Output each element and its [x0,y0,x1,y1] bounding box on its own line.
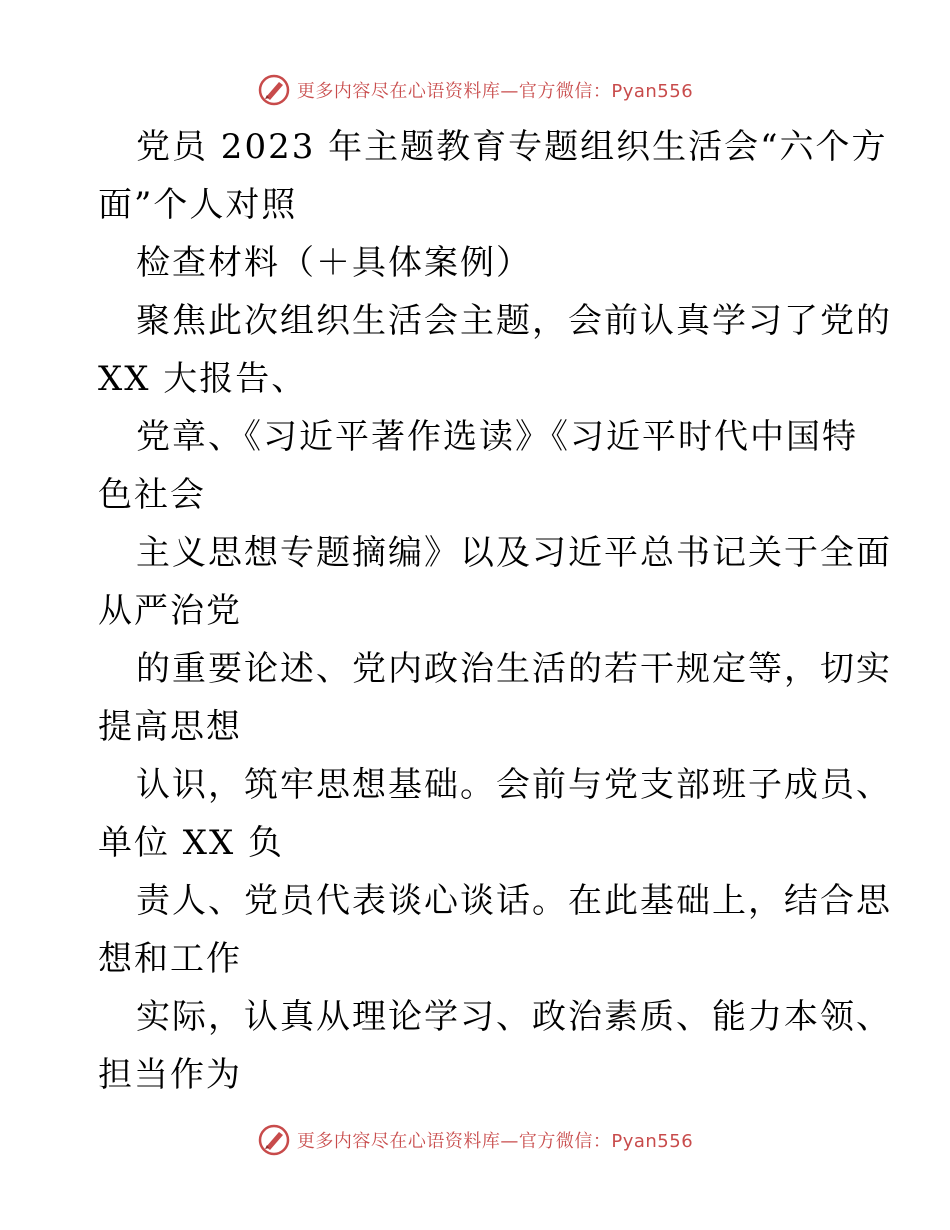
text-line: 责人、党员代表谈心谈话。在此基础上，结合思 [136,881,892,921]
text-line: 实际，认真从理论学习、政治素质、能力本领、 [136,997,892,1037]
banner-wechat-id: Pyan556 [611,81,694,102]
text-line: 的重要论述、党内政治生活的若干规定等，切实 [136,649,892,689]
banner-wechat-label: 官方微信： [518,81,612,102]
text-line: 单位 XX 负 [98,823,285,863]
text-line: 面”个人对照 [98,185,298,225]
text-line: 检查材料（＋具体案例） [136,243,532,283]
banner-brand: 更多内容尽在心语资料库 [296,81,501,102]
document-body [98,118,892,1104]
banner-text [297,1127,693,1153]
text-line: 党员 2023 年主题教育专题组织生活会“六个方 [136,127,888,167]
header-watermark [0,70,950,110]
text-line: 担当作为 [98,1055,242,1095]
banner-wechat-label: 官方微信： [518,1131,612,1152]
banner-text [297,77,693,103]
text-line: 色社会 [98,475,206,515]
text-line: 从严治党 [98,591,242,631]
text-line: 认识，筑牢思想基础。会前与党支部班子成员、 [136,765,892,805]
banner-wechat-id: Pyan556 [611,1131,694,1152]
text-line: 主义思想专题摘编》以及习近平总书记关于全面 [136,533,892,573]
text-line: 聚焦此次组织生活会主题，会前认真学习了党的 [136,301,892,341]
footer-watermark [0,1120,950,1160]
brand-logo-icon [257,73,291,107]
text-line: XX 大报告、 [98,359,308,399]
brand-logo-icon [257,1123,291,1157]
text-line: 党章、《习近平著作选读》《习近平时代中国特 [136,417,858,457]
text-line: 想和工作 [98,939,242,979]
banner-brand: 更多内容尽在心语资料库 [296,1131,501,1152]
text-line: 提高思想 [98,707,242,747]
banner-separator: — [500,1131,519,1152]
banner-separator: — [500,81,519,102]
